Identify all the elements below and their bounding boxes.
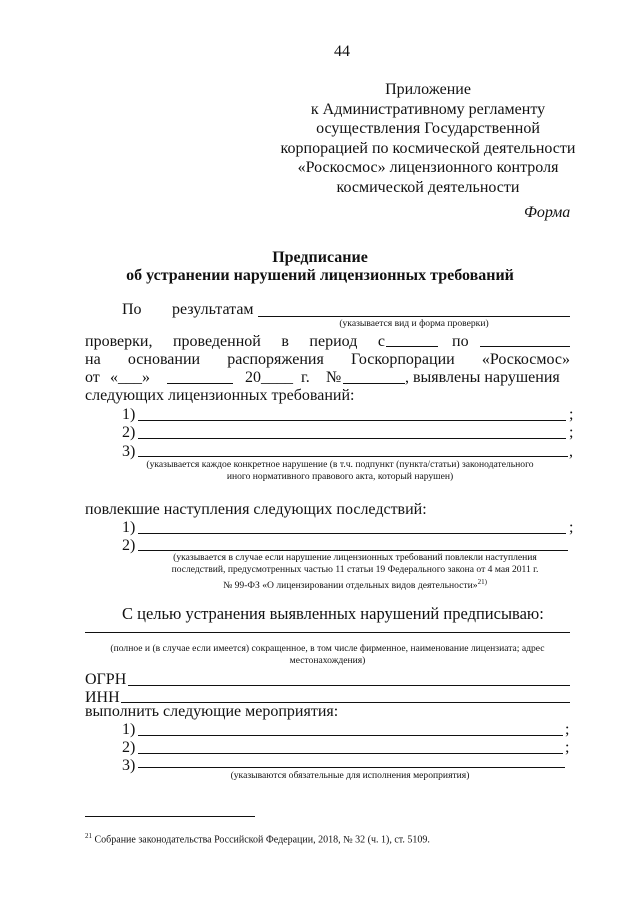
violation-item-1-number: 1) — [122, 406, 136, 423]
form-label: Форма — [524, 204, 571, 221]
appendix-block — [268, 80, 588, 197]
month-field[interactable] — [167, 383, 233, 384]
appendix-title: Приложение — [385, 81, 471, 98]
intro-po-2: по — [452, 333, 469, 350]
measures-hint: (указываются обязательные для исполнения мероприятия) — [230, 770, 470, 781]
appendix-line: «Роскосмос» лицензионного контроля — [297, 159, 559, 176]
consequences-hint: № 99-ФЗ «О лицензировании отдельных видов деятельности»$^{21)}$ — [223, 578, 487, 592]
intro-results: результатам — [172, 301, 254, 318]
intro-requirements: следующих лицензионных требований: — [85, 387, 355, 404]
violation-item-1-field[interactable] — [138, 420, 566, 421]
violations-hint: иного нормативного правового акта, который нарушен) — [226, 471, 454, 482]
inn-label: ИНН — [85, 689, 120, 706]
measure-item-1-number: 1) — [122, 721, 136, 738]
measure-item-2-number: 2) — [122, 739, 136, 756]
violation-item-2-field[interactable] — [138, 438, 566, 439]
intro-ot: от — [85, 369, 100, 386]
semicolon: ; — [565, 739, 570, 756]
consequences-title: повлекшие наступления следующих последствий: — [85, 501, 427, 518]
licensee-hint: (полное и (в случае если имеется) сокращенное, в том числе фирменное, наименование лицензиата; адрес — [110, 643, 545, 654]
consequences-hint: последствий, предусмотренных частью 11 статьи 19 Федерального закона от 4 мая 2011 г. — [171, 564, 539, 575]
violation-item-2-number: 2) — [122, 424, 136, 441]
intro-po: По — [122, 301, 142, 318]
footnote-number: 21 — [85, 832, 92, 840]
measure-item-3-number: 3) — [122, 757, 136, 774]
intro-line-2: проверки, проведенной в период с — [85, 333, 385, 350]
semicolon: ; — [565, 721, 570, 738]
consequence-item-1-field[interactable] — [138, 533, 566, 534]
appendix-line: осуществления Государственной — [316, 120, 540, 137]
violations-hint: (указывается каждое конкретное нарушение (в т.ч. подпункт (пункта/статьи) законодательного — [146, 459, 534, 470]
comma: , — [569, 443, 573, 460]
consequence-item-2-field[interactable] — [138, 550, 568, 551]
order-number-field[interactable] — [343, 383, 405, 384]
intro-violations-found: , выявлены нарушения — [405, 369, 560, 386]
prescription-title: С целью устранения выявленных нарушений предписываю: — [122, 604, 544, 623]
consequence-item-2-number: 2) — [122, 537, 136, 554]
appendix-line: космической деятельности — [336, 178, 520, 196]
measure-item-3-field[interactable] — [138, 767, 565, 768]
measures-title: выполнить следующие мероприятия: — [85, 703, 339, 720]
licensee-hint: местонахождения) — [289, 655, 366, 666]
consequences-hint: (указывается в случае если нарушение лицензионных требований повлекли наступления — [173, 552, 537, 563]
semicolon: ; — [569, 424, 574, 441]
check-type-field[interactable] — [258, 316, 570, 317]
intro-year-suffix: г. — [301, 369, 310, 386]
measure-item-2-field[interactable] — [138, 753, 563, 754]
licensee-name-field[interactable] — [85, 632, 570, 633]
appendix-line: корпорацией по космической деятельности — [280, 139, 576, 157]
period-from-field[interactable] — [386, 346, 438, 347]
intro-day-field[interactable]: «___» — [110, 369, 150, 386]
consequence-item-1-number: 1) — [122, 519, 136, 536]
measure-item-1-field[interactable] — [138, 735, 563, 736]
footnote-divider — [85, 816, 255, 817]
period-to-field[interactable] — [480, 346, 570, 347]
semicolon: ; — [569, 406, 574, 423]
appendix-line: к Административному регламенту — [310, 100, 546, 118]
footnote-text: Собрание законодательства Российской Федерации, 2018, № 32 (ч. 1), ст. 5109. — [94, 834, 430, 846]
intro-number-sign: № — [326, 369, 342, 386]
semicolon: ; — [569, 519, 574, 536]
violation-item-3-number: 3) — [122, 443, 136, 460]
footnote-ref: 21) — [477, 578, 487, 586]
footnote — [85, 830, 430, 846]
check-type-hint: (указывается вид и форма проверки) — [339, 318, 489, 329]
ogrn-label: ОГРН — [85, 671, 127, 688]
heading-subtitle: об устранении нарушений лицензионных требований — [126, 267, 514, 284]
ogrn-field[interactable] — [128, 685, 570, 686]
violation-item-3-field[interactable] — [138, 456, 568, 457]
heading-title: Предписание — [272, 249, 368, 266]
intro-year-field[interactable]: 20____ — [245, 369, 293, 386]
page-number: 44 — [334, 43, 350, 60]
intro-line-3: на основании распоряжения Госкорпорации «Роскосмос» — [85, 351, 570, 368]
